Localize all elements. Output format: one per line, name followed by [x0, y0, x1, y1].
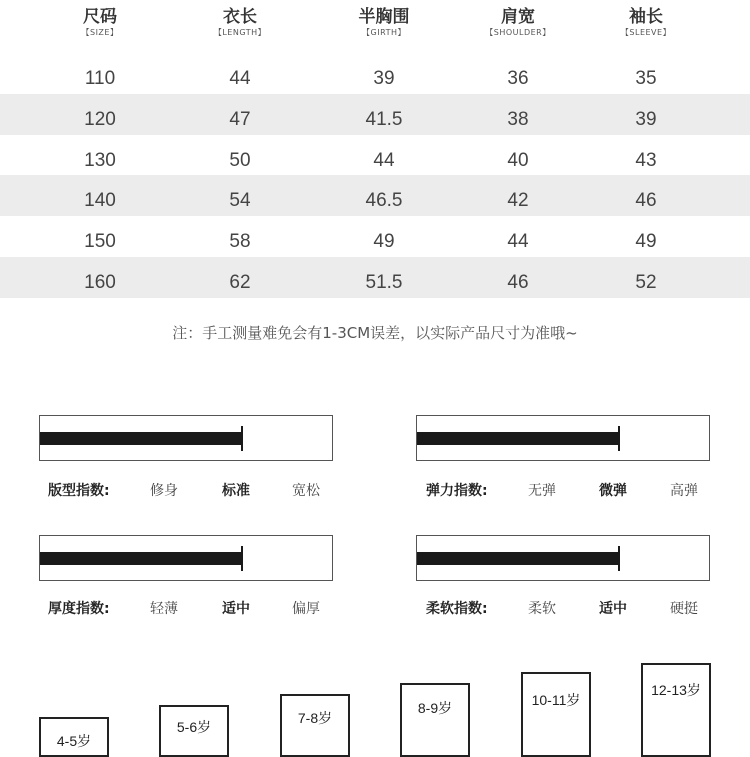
age-label: 7-8岁 [297, 710, 333, 726]
softness-index-bar [417, 552, 618, 565]
thickness-index-label: 厚度指数: [48, 601, 110, 617]
table-row [0, 216, 750, 257]
cell-sleeve: 52 [635, 271, 657, 293]
age-box-10-11 [521, 672, 591, 757]
age-box-8-9 [400, 683, 470, 757]
cell-sleeve: 49 [635, 231, 657, 253]
age-box-4-5 [39, 717, 109, 757]
thickness-index-option-medium: 适中 [222, 601, 250, 617]
cell-girth: 49 [373, 231, 395, 253]
cell-length: 47 [229, 108, 251, 130]
cell-girth: 41.5 [365, 108, 403, 130]
header-length [165, 0, 315, 53]
table-row [0, 175, 750, 216]
cell-size: 150 [84, 231, 116, 253]
header-girth-en: 【GIRTH】 [362, 28, 406, 37]
age-label: 8-9岁 [417, 700, 453, 716]
fit-index-bar [40, 432, 241, 445]
header-shoulder-en: 【SHOULDER】 [485, 28, 551, 37]
header-girth [309, 0, 459, 53]
softness-index-option-soft: 柔软 [528, 601, 556, 617]
elasticity-index-option-none: 无弹 [528, 483, 556, 499]
age-label: 10-11岁 [531, 692, 581, 708]
softness-index-option-stiff: 硬挺 [670, 601, 698, 617]
age-label: 4-5岁 [56, 733, 92, 749]
cell-girth: 39 [373, 68, 395, 89]
cell-shoulder: 46 [507, 271, 529, 293]
cell-shoulder: 36 [507, 68, 529, 89]
table-row [0, 135, 750, 176]
header-sleeve-en: 【SLEEVE】 [620, 28, 672, 37]
header-size-cn: 尺码 [83, 7, 117, 27]
header-sleeve [571, 0, 721, 53]
cell-sleeve: 35 [635, 68, 657, 89]
age-label: 5-6岁 [176, 719, 212, 735]
cell-size: 110 [84, 68, 116, 89]
cell-shoulder: 42 [507, 190, 529, 212]
fit-index-option-slim: 修身 [150, 483, 178, 499]
softness-index-gauge [416, 535, 710, 581]
header-girth-cn: 半胸围 [358, 7, 410, 27]
softness-index-label: 柔软指数: [426, 601, 488, 617]
cell-shoulder: 40 [507, 149, 529, 171]
cell-shoulder: 44 [507, 231, 529, 253]
table-row [0, 53, 750, 94]
cell-girth: 51.5 [365, 271, 403, 293]
cell-girth: 44 [373, 149, 395, 171]
header-size-en: 【SIZE】 [81, 28, 119, 37]
cell-size: 130 [84, 149, 116, 171]
age-label: 12-13岁 [651, 682, 701, 698]
elasticity-index-option-high: 高弹 [670, 483, 698, 499]
elasticity-index-label: 弹力指数: [426, 483, 488, 499]
elasticity-index-bar [417, 432, 618, 445]
thickness-index-option-thick: 偏厚 [292, 601, 320, 617]
header-length-cn: 衣长 [223, 7, 257, 27]
cell-length: 62 [229, 271, 251, 293]
header-sleeve-cn: 袖长 [629, 7, 663, 27]
thickness-index-marker [241, 546, 243, 571]
cell-size: 160 [84, 271, 116, 293]
age-box-12-13 [641, 663, 711, 757]
fit-index-gauge [39, 415, 333, 461]
table-row [0, 257, 750, 298]
elasticity-index-option-slight: 微弹 [599, 483, 627, 499]
softness-index-marker [618, 546, 620, 571]
thickness-index-bar [40, 552, 241, 565]
thickness-index-option-thin: 轻薄 [150, 601, 178, 617]
fit-index-option-loose: 宽松 [292, 483, 320, 499]
measurement-note: 注：手工测量难免会有1-3CM误差，以实际产品尺寸为准哦~ [172, 324, 578, 342]
cell-sleeve: 46 [635, 190, 657, 212]
header-shoulder-cn: 肩宽 [501, 7, 535, 27]
thickness-index-gauge [39, 535, 333, 581]
softness-index-option-medium: 适中 [599, 601, 627, 617]
elasticity-index-marker [618, 426, 620, 451]
cell-size: 120 [84, 108, 116, 130]
size-table-body [0, 53, 750, 298]
table-row [0, 94, 750, 135]
fit-index-option-standard: 标准 [222, 483, 250, 499]
header-size [25, 0, 175, 53]
cell-sleeve: 43 [635, 149, 657, 171]
cell-sleeve: 39 [635, 108, 657, 130]
age-box-7-8 [280, 694, 350, 757]
cell-length: 54 [229, 190, 251, 212]
size-table-header [0, 0, 750, 53]
cell-length: 50 [229, 149, 251, 171]
age-box-5-6 [159, 705, 229, 757]
cell-size: 140 [84, 190, 116, 212]
cell-girth: 46.5 [365, 190, 403, 212]
fit-index-label: 版型指数: [48, 483, 110, 499]
cell-shoulder: 38 [507, 108, 529, 130]
elasticity-index-gauge [416, 415, 710, 461]
fit-index-marker [241, 426, 243, 451]
header-length-en: 【LENGTH】 [213, 28, 267, 37]
cell-length: 58 [229, 231, 251, 253]
cell-length: 44 [229, 68, 251, 89]
